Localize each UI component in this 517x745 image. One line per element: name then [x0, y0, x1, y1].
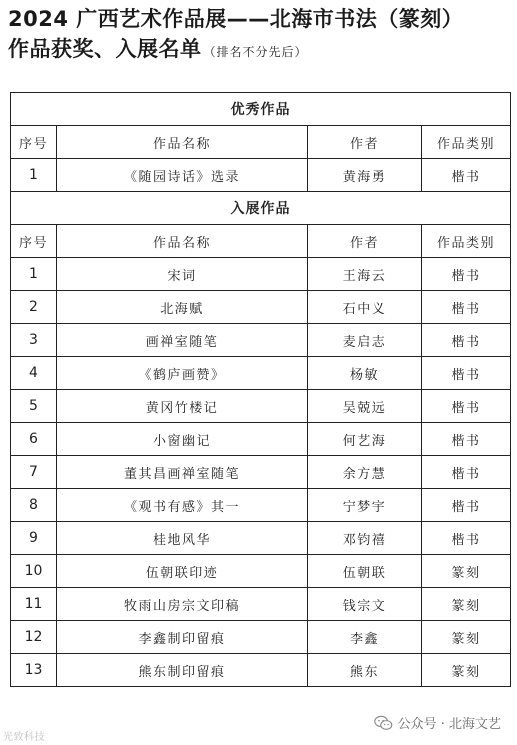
author-name: 伍朝联 [308, 555, 422, 588]
column-header: 序号 [11, 225, 57, 258]
work-title: 北海赋 [57, 291, 308, 324]
ranking-note: （排名不分先后） [203, 45, 308, 59]
row-number: 12 [11, 621, 57, 654]
row-number: 1 [11, 159, 57, 192]
row-number: 2 [11, 291, 57, 324]
row-number: 4 [11, 357, 57, 390]
table-row [11, 357, 511, 390]
work-category: 篆刻 [422, 588, 511, 621]
row-number: 7 [11, 456, 57, 489]
table-row [11, 423, 511, 456]
work-category: 篆刻 [422, 654, 511, 687]
table-row [11, 291, 511, 324]
column-header: 作品名称 [57, 225, 308, 258]
author-name: 王海云 [308, 258, 422, 291]
section-heading: 优秀作品 [11, 93, 511, 126]
table-row [11, 654, 511, 687]
work-title: 《随园诗话》选录 [57, 159, 308, 192]
work-title: 董其昌画禅室随笔 [57, 456, 308, 489]
row-number: 1 [11, 258, 57, 291]
author-name: 杨敏 [308, 357, 422, 390]
work-category: 楷书 [422, 159, 511, 192]
column-header-row [11, 225, 511, 258]
column-header: 作品类别 [422, 225, 511, 258]
work-category: 楷书 [422, 390, 511, 423]
author-name: 李鑫 [308, 621, 422, 654]
row-number: 5 [11, 390, 57, 423]
table-row [11, 456, 511, 489]
title-line-2-text: 作品获奖、入展名单 [8, 37, 202, 61]
author-name: 宁梦宇 [308, 489, 422, 522]
work-title: 《鹤庐画赞》 [57, 357, 308, 390]
work-title: 伍朝联印迹 [57, 555, 308, 588]
column-header: 作者 [308, 225, 422, 258]
table-row [11, 390, 511, 423]
work-category: 楷书 [422, 423, 511, 456]
table-row [11, 621, 511, 654]
work-category: 楷书 [422, 258, 511, 291]
work-category: 篆刻 [422, 555, 511, 588]
author-name: 黄海勇 [308, 159, 422, 192]
row-number: 10 [11, 555, 57, 588]
title-line-1: 2024 广西艺术作品展——北海市书法（篆刻） [8, 7, 464, 31]
author-name: 余方慧 [308, 456, 422, 489]
row-number: 11 [11, 588, 57, 621]
column-header: 作品名称 [57, 126, 308, 159]
work-category: 楷书 [422, 357, 511, 390]
work-title: 黄冈竹楼记 [57, 390, 308, 423]
table-row [11, 159, 511, 192]
work-title: 桂地风华 [57, 522, 308, 555]
author-name: 邓钧禧 [308, 522, 422, 555]
column-header: 作品类别 [422, 126, 511, 159]
watermark-left: 光致科技 [3, 732, 45, 743]
author-name: 吴兢远 [308, 390, 422, 423]
row-number: 8 [11, 489, 57, 522]
work-category: 篆刻 [422, 621, 511, 654]
row-number: 6 [11, 423, 57, 456]
section-heading: 入展作品 [11, 192, 511, 225]
author-name: 熊东 [308, 654, 422, 687]
table-row [11, 522, 511, 555]
author-name: 石中义 [308, 291, 422, 324]
work-title: 画禅室随笔 [57, 324, 308, 357]
row-number: 13 [11, 654, 57, 687]
work-category: 楷书 [422, 324, 511, 357]
table-row [11, 489, 511, 522]
section-heading-row [11, 192, 511, 225]
section-heading-row [11, 93, 511, 126]
wechat-icon [374, 715, 393, 731]
work-title: 熊东制印留痕 [57, 654, 308, 687]
work-category: 楷书 [422, 291, 511, 324]
wechat-watermark [374, 713, 501, 732]
author-name: 何艺海 [308, 423, 422, 456]
column-header: 作者 [308, 126, 422, 159]
awards-table [10, 92, 511, 687]
work-title: 牧雨山房宗文印稿 [57, 588, 308, 621]
table-row [11, 588, 511, 621]
work-category: 楷书 [422, 522, 511, 555]
column-header-row [11, 126, 511, 159]
work-title: 《观书有感》其一 [57, 489, 308, 522]
work-title: 宋词 [57, 258, 308, 291]
work-title: 小窗幽记 [57, 423, 308, 456]
table-row [11, 258, 511, 291]
table-row [11, 324, 511, 357]
document-title [8, 4, 513, 67]
author-name: 钱宗文 [308, 588, 422, 621]
row-number: 9 [11, 522, 57, 555]
author-name: 麦启志 [308, 324, 422, 357]
title-line-2 [8, 34, 513, 67]
work-category: 楷书 [422, 456, 511, 489]
wechat-account-label: 公众号 · 北海文艺 [397, 717, 501, 732]
table-row [11, 555, 511, 588]
work-category: 楷书 [422, 489, 511, 522]
column-header: 序号 [11, 126, 57, 159]
work-title: 李鑫制印留痕 [57, 621, 308, 654]
row-number: 3 [11, 324, 57, 357]
